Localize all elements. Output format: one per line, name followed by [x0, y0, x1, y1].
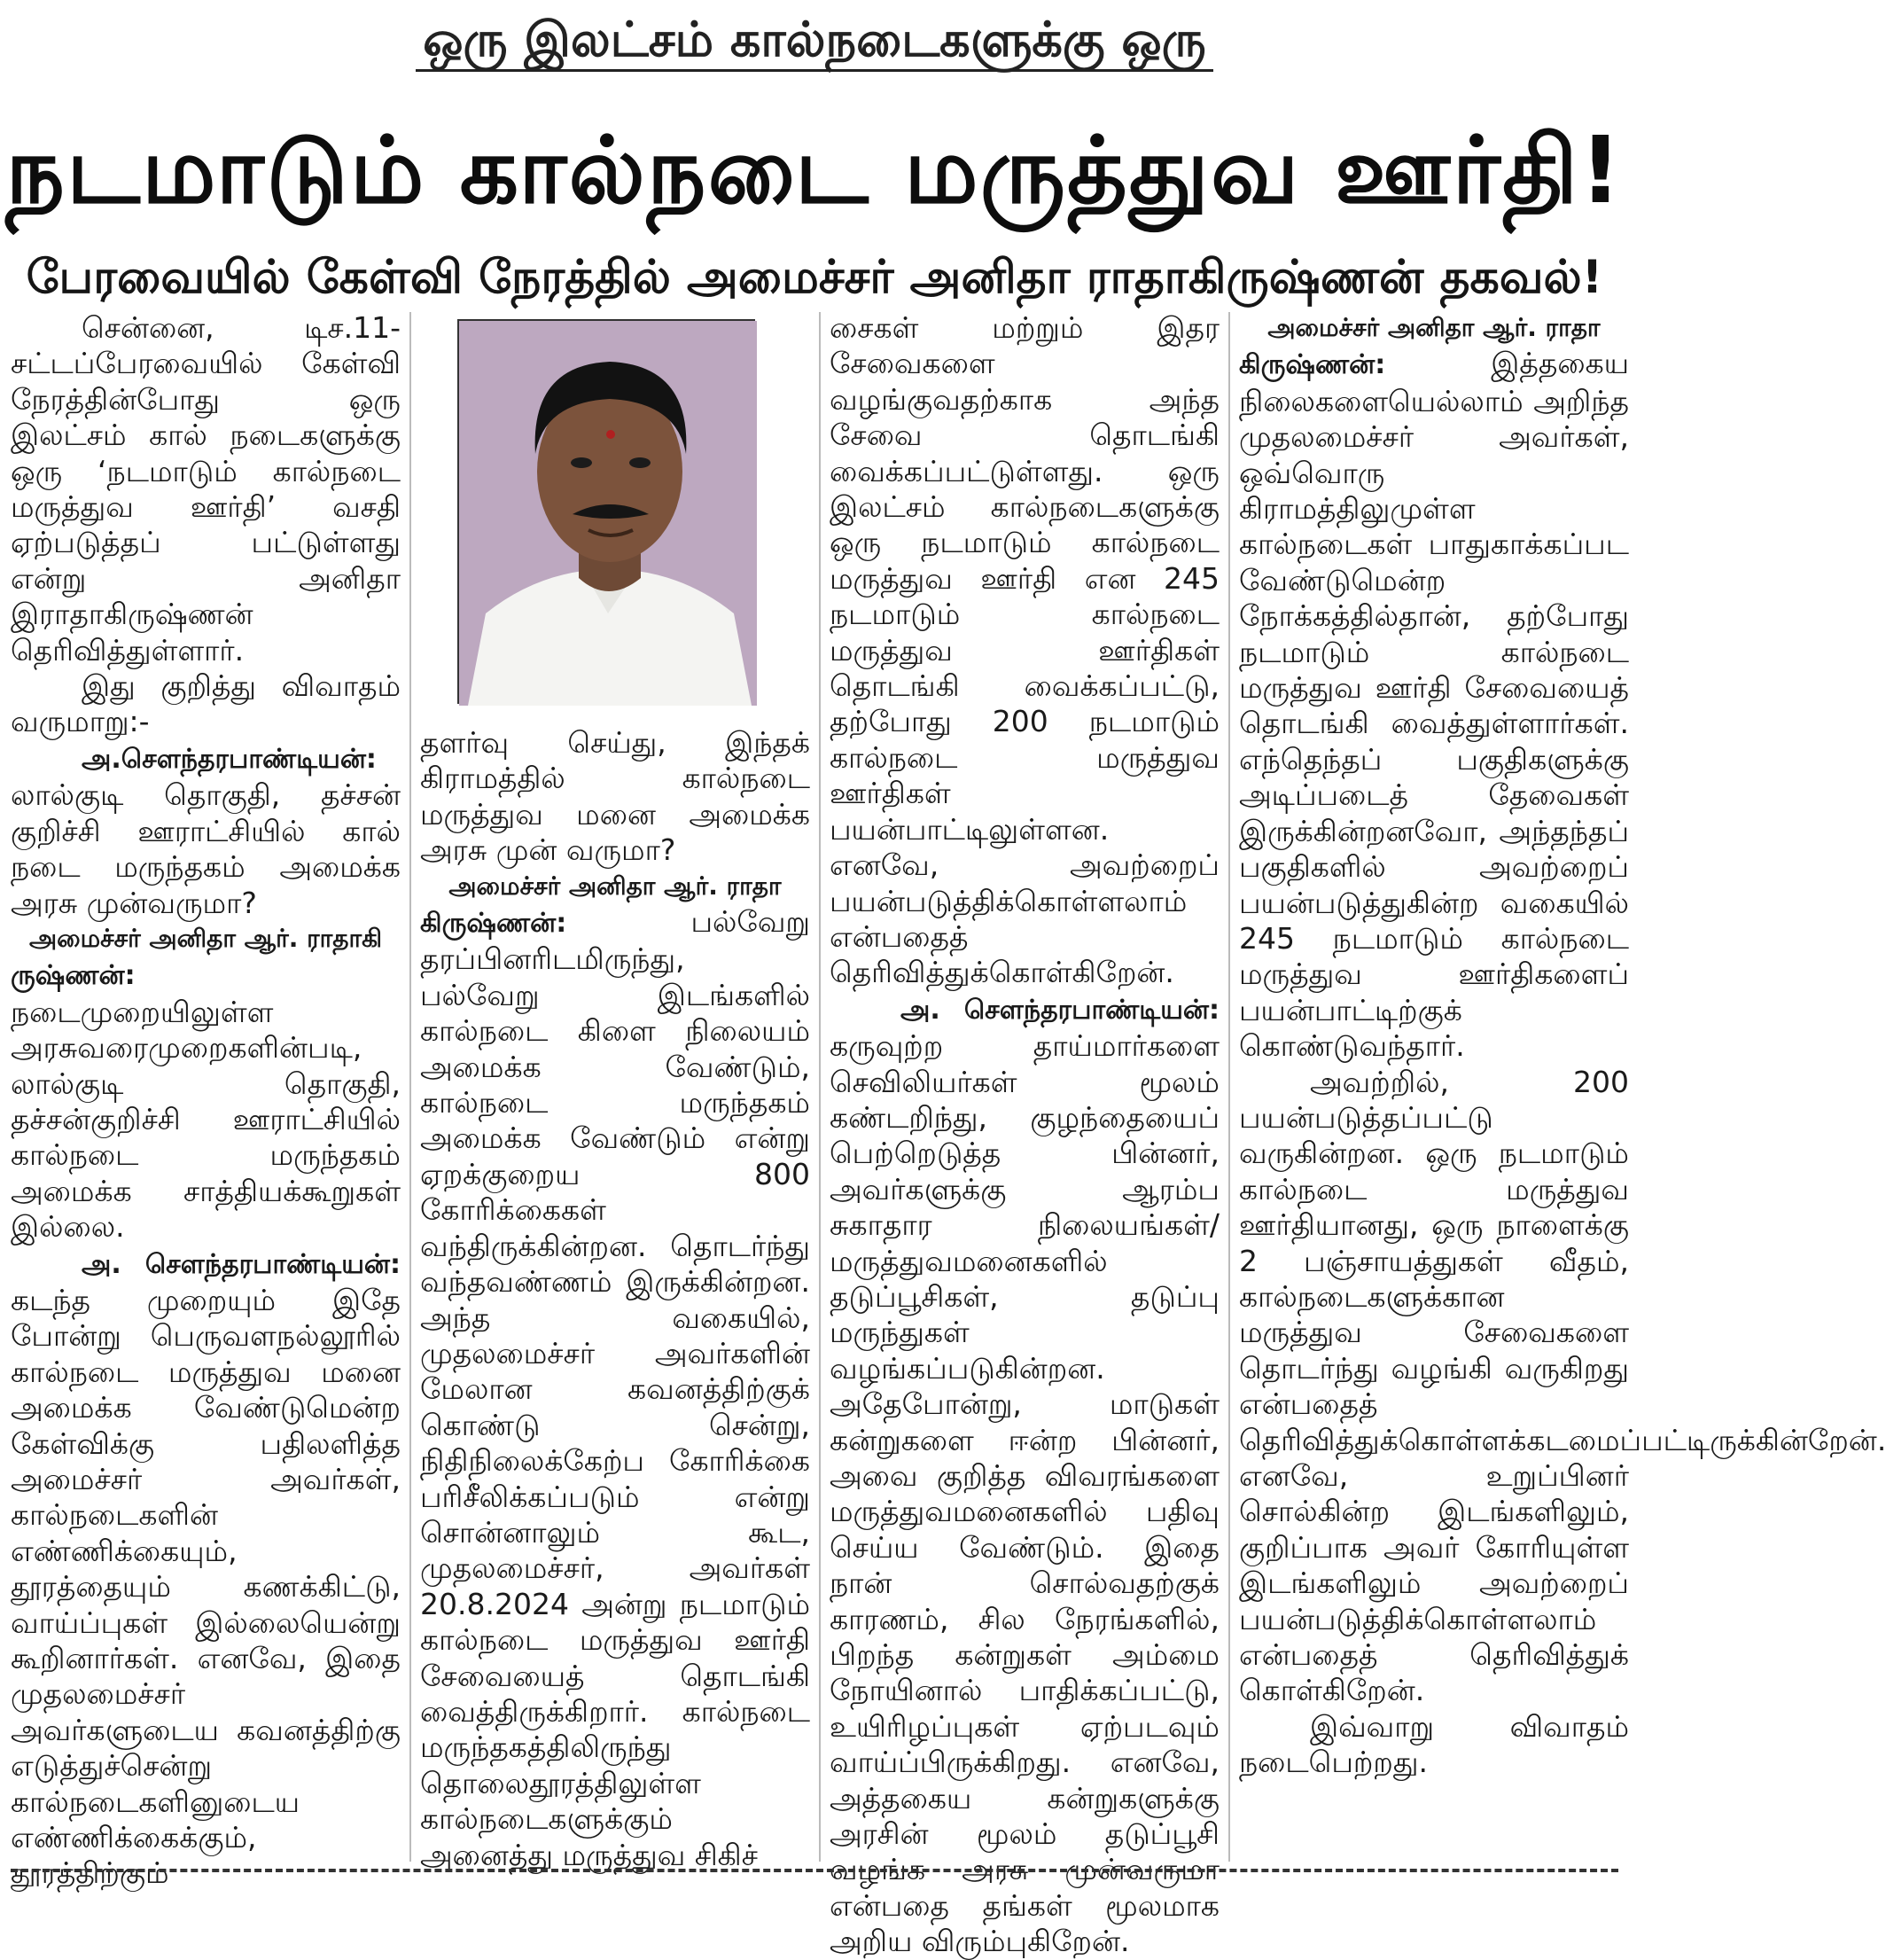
col1-para-5	[11, 1245, 401, 1892]
minister-portrait-icon	[459, 321, 757, 706]
column-divider	[819, 312, 821, 1862]
column-divider	[1228, 312, 1230, 1862]
col1-para-5-text: கடந்த முறையும் இதே போன்று பெருவளநல்லூரில் கால்நடை மருத்துவ மனை அமைக்க வேண்டுமென்ற கேள்விக்கு பதிலளித்த அமைச்சர் அவர்கள், கால்நடைகளின் எண்ணிக்கையும், தூரத்தையும் கணக்கிட்டு, வாய்ப்புகள் இல்லையென்று கூறினார்கள். எனவே, இதை முதலமைச்சர் அவர்களுடைய கவனத்திற்கு எடுத்துச்சென்று கால்நடைகளினுடைய எண்ணிக்கைக்கும், தூரத்திற்கும்	[11, 1282, 401, 1891]
minister-photo	[457, 319, 755, 704]
speaker-name: அ. சௌந்தரபாண்டியன்:	[82, 1248, 401, 1280]
col3-para-2-text: கருவுற்ற தாய்மார்களை செவிலியர்கள் மூலம் கண்டறிந்து, குழந்தையைப் பெற்றெடுத்த பின்னர், அவர்களுக்கு ஆரம்ப சுகாதார நிலையங்கள்/மருத்துவமனைகளில் தடுப்பூசிகள், தடுப்பு மருந்துகள் வழங்கப்படுகின்றன. அதேபோன்று, மாடுகள் கன்றுகளை ஈன்ற பின்னர், அவை குறித்த விவரங்களை மருத்துவமனைகளில் பதிவு செய்ய வேண்டும். இதை நான் சொல்வதற்குக் காரணம், சில நேரங்களில், பிறந்த கன்றுகள் அம்மை நோயினால் பாதிக்கப்பட்டு, உயிரிழப்புகள் ஏற்படவும் வாய்ப்பிருக்கிறது. எனவே, அத்தகைய கன்றுகளுக்கு அரசின் மூலம் தடுப்பூசி வழங்க அரசு முன்வருமா என்பதை தங்கள் மூலமாக அறிய விரும்புகிறேன்.	[830, 1028, 1220, 1959]
col1-para-4	[11, 921, 401, 1245]
speaker-name: அ.சௌந்தரபாண்டியன்:	[82, 743, 377, 775]
speaker-name-cont: கிருஷ்ணன்:	[1239, 349, 1386, 381]
col4-para-1	[1239, 310, 1629, 1065]
speaker-name-cont: கிருஷ்ணன்:	[420, 908, 567, 940]
speaker-name: அ. சௌந்தரபாண்டியன்:	[900, 994, 1220, 1026]
col1-para-4-text: நடைமுறையிலுள்ள அரசுவரைமுறைகளின்படி, லால்குடி தொகுதி, தச்சன்குறிச்சி ஊராட்சியில் கால்நடை மருந்தகம் அமைக்க சாத்தியக்கூறுகள் இல்லை.	[11, 994, 401, 1245]
kicker-headline	[0, 5, 1629, 74]
speaker-name: அமைச்சர் அனிதா ஆர். ராதாகி	[28, 923, 383, 953]
article-column-2	[420, 725, 810, 1872]
col4-para-2: அவற்றில், 200 பயன்படுத்தப்பட்டு வருகின்றன. ஒரு நடமாடும் கால்நடை மருத்துவ ஊர்தியானது, ஒரு நாளைக்கு 2 பஞ்சாயத்துகள் வீதம், கால்நடைகளுக்கான மருத்துவ சேவைகளை தொடர்ந்து வழங்கி வருகிறது என்பதைத் தெரிவித்துக்கொள்ளக்கடமைப்பட்டிருக்கின்றேன். எனவே, உறுப்பினர் சொல்கின்ற இடங்களிலும், குறிப்பாக அவர் கோரியுள்ள இடங்களிலும் அவற்றைப் பயன்படுத்திக்கொள்ளலாம் என்பதைத் தெரிவித்துக் கொள்கிறேன்.	[1239, 1064, 1886, 1708]
kicker-text: ஒரு இலட்சம் கால்நடைகளுக்கு ஒரு	[416, 12, 1212, 72]
article-column-1	[11, 310, 401, 1891]
article-column-4	[1239, 310, 1886, 1857]
speaker-name: அமைச்சர் அனிதா ஆர். ராதா	[1267, 313, 1601, 342]
footer-dashed-rule	[11, 1869, 1618, 1872]
column-divider	[409, 312, 411, 1862]
col1-para-3	[11, 740, 401, 921]
col1-para-2: இது குறித்து விவாதம் வருமாறு:-	[11, 668, 401, 739]
article-column-3	[830, 310, 1220, 1959]
speaker-name-cont: ருஷ்ணன்:	[11, 960, 136, 992]
col1-para-3-text: லால்குடி தொகுதி, தச்சன் குறிச்சி ஊராட்சியில் கால் நடை மருந்தகம் அமைக்க அரசு முன்வருமா?	[11, 777, 401, 920]
col3-para-1: சைகள் மற்றும் இதர சேவைகளை வழங்குவதற்காக அந்த சேவை தொடங்கி வைக்கப்பட்டுள்ளது. ஒரு இலட்சம் கால்நடைகளுக்கு ஒரு நடமாடும் கால்நடை மருத்துவ ஊர்தி என 245 நடமாடும் கால்நடை மருத்துவ ஊர்திகள் தொடங்கி வைக்கப்பட்டு, தற்போது 200 நடமாடும் கால்நடை மருத்துவ ஊர்திகள் பயன்பாட்டிலுள்ளன. எனவே, அவற்றைப் பயன்படுத்திக்கொள்ளலாம் என்பதைத் தெரிவித்துக்கொள்கிறேன்.	[830, 310, 1220, 990]
col4-para-3: இவ்வாறு விவாதம் நடைபெற்றது.	[1239, 1708, 1629, 1780]
speaker-name: அமைச்சர் அனிதா ஆர். ராதா	[448, 871, 782, 901]
col2-para-2-text: பல்வேறு தரப்பினரிடமிருந்து, பல்வேறு இடங்களில் கால்நடை கிளை நிலையம் அமைக்க வேண்டும், கால்நடை மருந்தகம் அமைக்க வேண்டும் என்று ஏறக்குறைய 800 கோரிக்கைகள் வந்திருக்கின்றன. தொடர்ந்து வந்தவண்ணம் இருக்கின்றன. அந்த வகையில், முதலமைச்சர் அவர்களின் மேலான கவனத்திற்குக் கொண்டு சென்று, நிதிநிலைக்கேற்ப கோரிக்கை பரிசீலிக்கப்படும் என்று சொன்னாலும் கூட, முதலமைச்சர், அவர்கள் 20.8.2024 அன்று நடமாடும் கால்நடை மருத்துவ ஊர்தி சேவையைத் தொடங்கி வைத்திருக்கிறார். கால்நடை மருந்தகத்திலிருந்து தொலைதூரத்திலுள்ள கால்நடைகளுக்கும் அனைத்து மருத்துவ சிகிச்	[420, 904, 810, 1872]
col1-para-1: சென்னை, டிச.11- சட்டப்பேரவையில் கேள்வி நேரத்தின்போது ஒரு இலட்சம் கால் நடைகளுக்கு ஒரு ‘நடமாடும் கால்நடை மருத்துவ ஊர்தி’ வசதி ஏற்படுத்தப் பட்டுள்ளது என்று அனிதா இராதாகிருஷ்ணன் தெரிவித்துள்ளார்.	[11, 310, 401, 668]
col3-para-2	[830, 991, 1220, 1960]
col2-para-2	[420, 869, 810, 1873]
sub-headline: பேரவையில் கேள்வி நேரத்தில் அமைச்சர் அனிதா ராதாகிருஷ்ணன் தகவல்!	[26, 251, 1603, 304]
col4-para-1-text: இத்தகைய நிலைகளையெல்லாம் அறிந்த முதலமைச்சர் அவர்கள், ஒவ்வொரு கிராமத்திலுமுள்ள கால்நடைகள் பாதுகாக்கப்பட வேண்டுமென்ற நோக்கத்தில்தான், தற்போது நடமாடும் கால்நடை மருத்துவ ஊர்தி சேவையைத் தொடங்கி வைத்துள்ளார்கள். எந்தெந்தப் பகுதிகளுக்கு அடிப்படைத் தேவைகள் இருக்கின்றனவோ, அந்தந்தப் பகுதிகளில் அவற்றைப் பயன்படுத்துகின்ற வகையில் 245 நடமாடும் கால்நடை மருத்துவ ஊர்திகளைப் பயன்பாட்டிற்குக் கொண்டுவந்தார்.	[1239, 346, 1629, 1064]
main-headline: நடமாடும் கால்நடை மருத்துவ ஊர்தி!	[5, 116, 1624, 224]
col2-para-1: தளர்வு செய்து, இந்தக் கிராமத்தில் கால்நடை மருத்துவ மனை அமைக்க அரசு முன் வருமா?	[420, 725, 810, 868]
